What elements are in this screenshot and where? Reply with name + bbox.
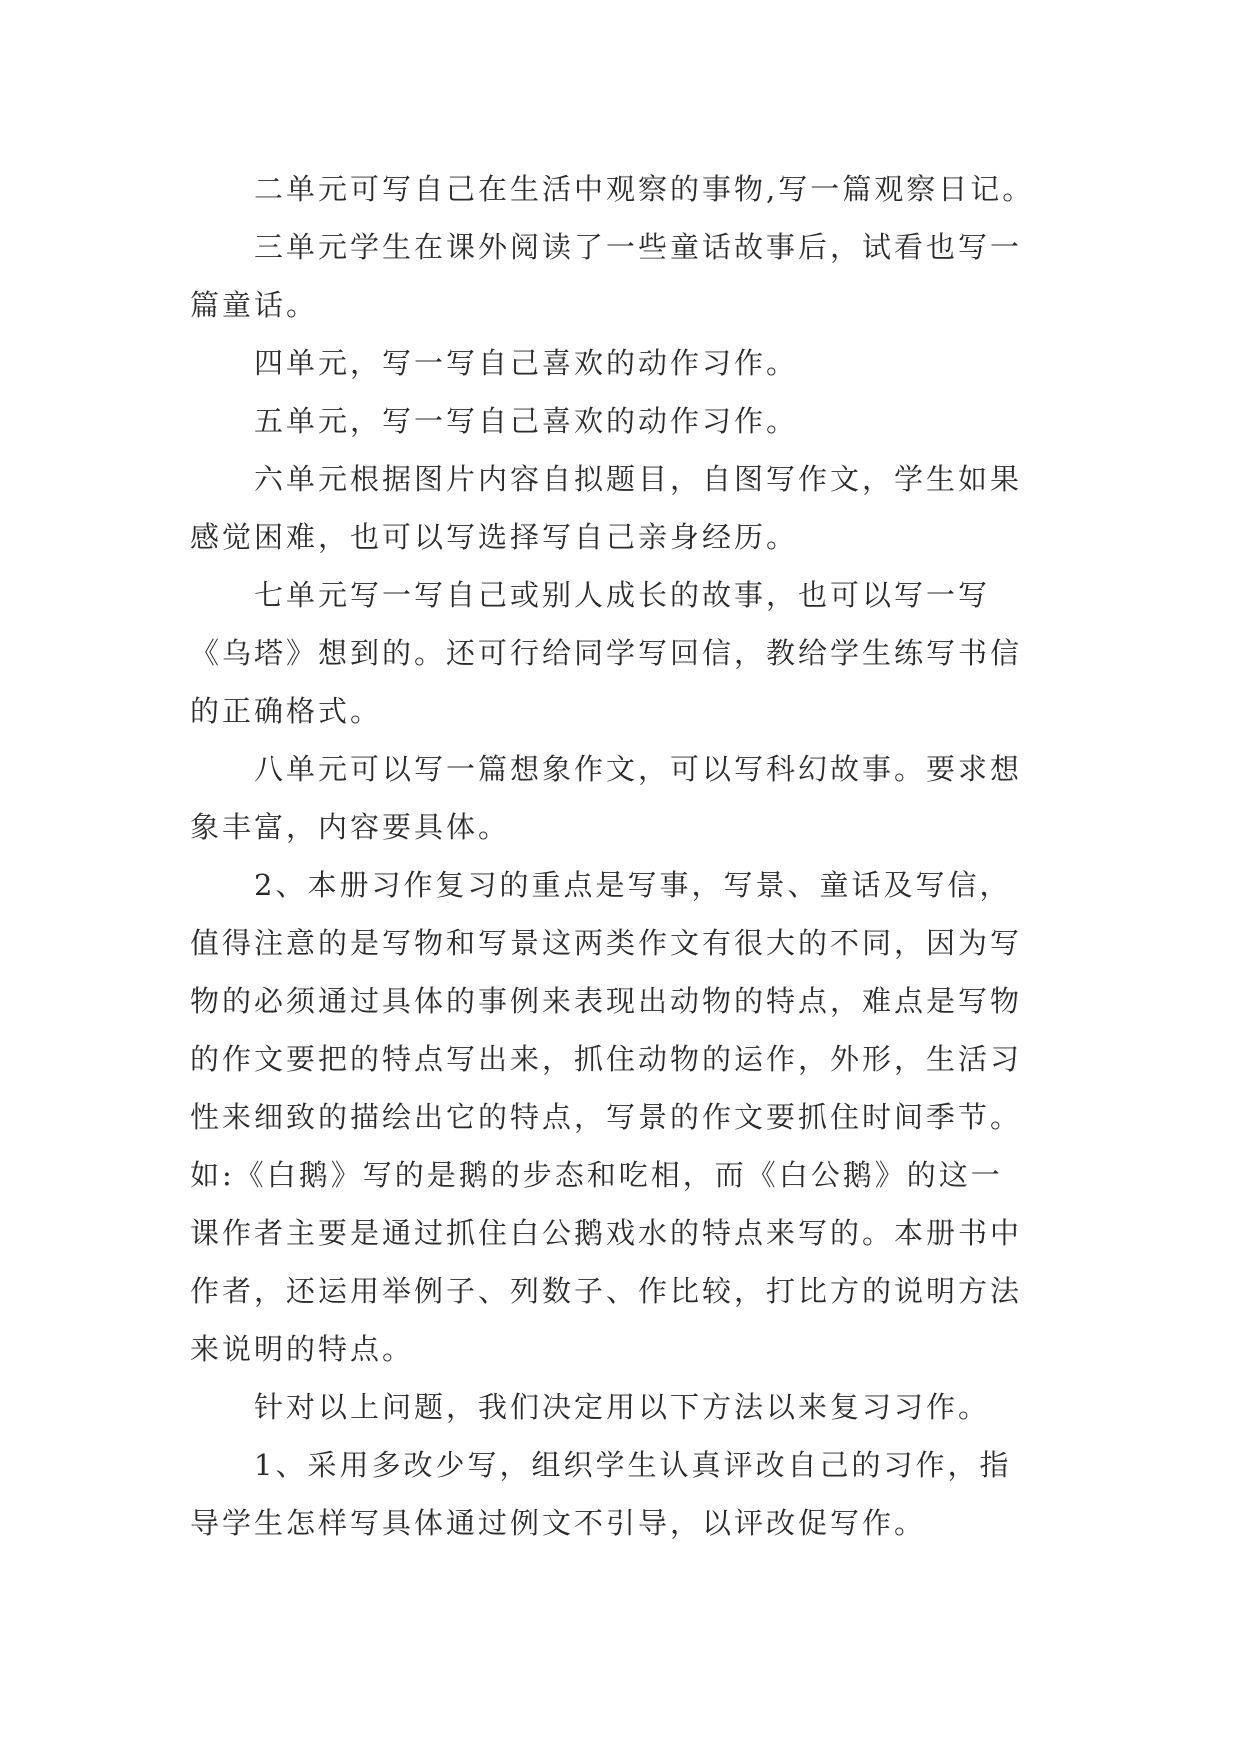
text-line: 七单元写一写自己或别人成长的故事，也可以写一写 <box>254 578 991 612</box>
text-line: 八单元可以写一篇想象作文，可以写科幻故事。要求想 <box>254 752 1023 786</box>
text-line: 篇童话。 <box>190 288 319 322</box>
text-line: 的正确格式。 <box>190 694 383 728</box>
text-line: 值得注意的是写物和写景这两类作文有很大的不同，因为写 <box>190 926 1023 960</box>
text-line: 感觉困难，也可以写选择写自己亲身经历。 <box>190 520 799 554</box>
text-line: 课作者主要是通过抓住白公鹅戏水的特点来写的。本册书中 <box>190 1216 1023 1250</box>
text-line: 的作文要把的特点写出来，抓住动物的运作，外形，生活习 <box>190 1042 1023 1076</box>
text-line: 1、采用多改少写，组织学生认真评改自己的习作，指 <box>254 1448 1012 1482</box>
text-line: 四单元，写一写自己喜欢的动作习作。 <box>254 346 799 380</box>
text-line: 《乌塔》想到的。还可行给同学写回信，教给学生练写书信 <box>190 636 1023 670</box>
text-line: 作者，还运用举例子、列数子、作比较，打比方的说明方法 <box>190 1274 1023 1308</box>
text-line: 二单元可写自己在生活中观察的事物,写一篇观察日记。 <box>254 172 1035 206</box>
text-line: 来说明的特点。 <box>190 1332 415 1366</box>
text-line: 2、本册习作复习的重点是写事，写景、童话及写信， <box>254 868 1012 902</box>
text-line: 针对以上问题，我们决定用以下方法以来复习习作。 <box>254 1390 991 1424</box>
text-line: 物的必须通过具体的事例来表现出动物的特点，难点是写物 <box>190 984 1023 1018</box>
text-line: 象丰富，内容要具体。 <box>190 810 511 844</box>
document-body <box>190 160 1090 1552</box>
text-line: 性来细致的描绘出它的特点，写景的作文要抓住时间季节。 <box>190 1100 1023 1134</box>
text-line: 六单元根据图片内容自拟题目，自图写作文，学生如果 <box>254 462 1023 496</box>
text-line: 导学生怎样写具体通过例文不引导，以评改促写作。 <box>190 1506 927 1540</box>
text-line: 五单元，写一写自己喜欢的动作习作。 <box>254 404 799 438</box>
text-line: 如:《白鹅》写的是鹅的步态和吃相，而《白公鹅》的这一 <box>190 1158 1003 1192</box>
text-line: 三单元学生在课外阅读了一些童话故事后，试看也写一 <box>254 230 1023 264</box>
